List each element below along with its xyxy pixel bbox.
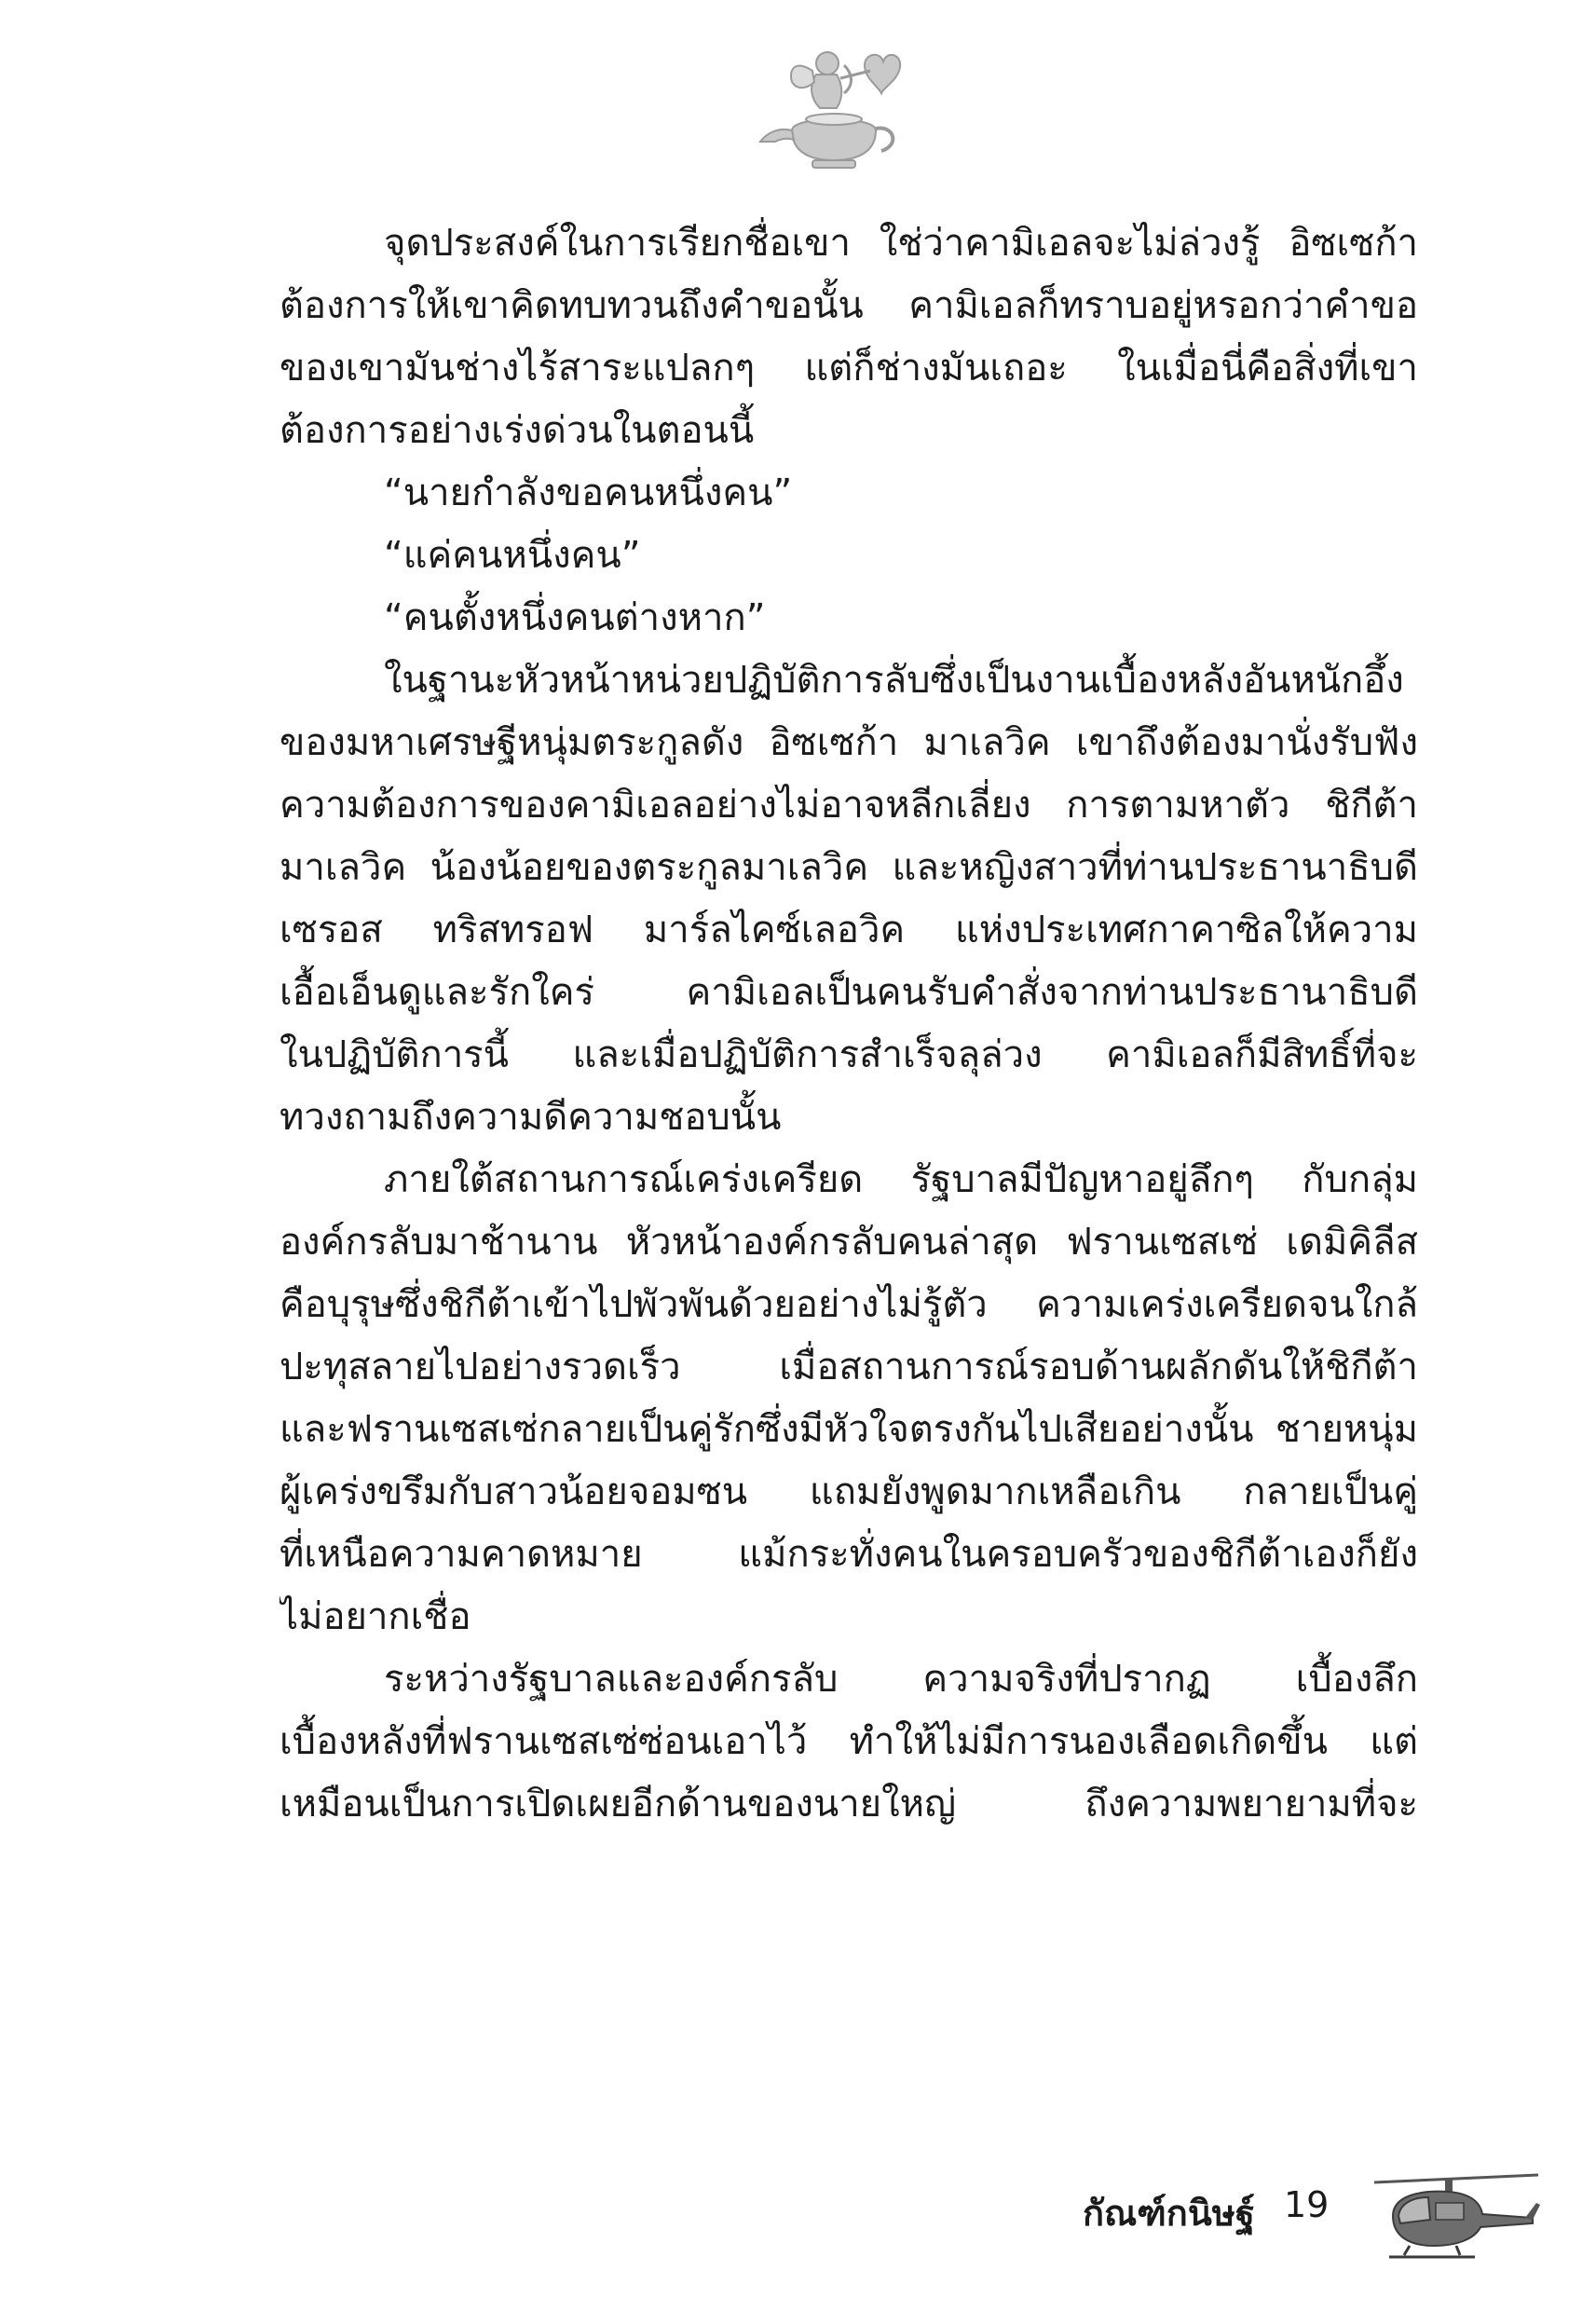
text-line: เบื้องหลังที่ฟรานเซสเซ่ซ่อนเอาไว้ ทำให้ไม่มีการนองเลือดเกิดขึ้น แต่	[280, 1720, 1418, 1763]
text-line: เซรอส ทริสทรอฟ มาร์ลไคซ์เลอวิค แห่งประเทศกาคาซิลให้ความ	[280, 909, 1418, 951]
text-line: และฟรานเซสเซ่กลายเป็นคู่รักซึ่งมีหัวใจตรงกันไปเสียอย่างนั้น ชายหนุ่ม	[280, 1408, 1418, 1451]
quote-line: “นายกำลังขอคนหนึ่งคน”	[384, 472, 793, 514]
body-text	[280, 212, 1418, 1836]
text-line: ระหว่างรัฐบาลและองค์กรลับ ความจริงที่ปรากฏ เบื้องลึก	[384, 1658, 1418, 1701]
text-line: องค์กรลับมาช้านาน หัวหน้าองค์กรลับคนล่าสุด ฟรานเซสเซ่ เดมิคิลีส	[280, 1221, 1418, 1264]
text-line: มาเลวิค น้องน้อยของตระกูลมาเลวิค และหญิงสาวที่ท่านประธานาธิบดี	[280, 846, 1418, 889]
page-footer	[0, 2162, 1596, 2311]
quote-line: “แค่คนหนึ่งคน”	[384, 534, 641, 577]
text-line: ไม่อยากเชื่อ	[280, 1595, 471, 1638]
cupid-teapot-icon	[755, 37, 913, 177]
text-line: ความต้องการของคามิเอลอย่างไม่อาจหลีกเลี่ยง การตามหาตัว ชิกีต้า	[280, 784, 1418, 827]
text-line: ในปฏิบัติการนี้ และเมื่อปฏิบัติการสำเร็จลุล่วง คามิเอลก็มีสิทธิ์ที่จะ	[280, 1033, 1418, 1076]
text-line: ผู้เคร่งขรึมกับสาวน้อยจอมซน แถมยังพูดมากเหลือเกิน กลายเป็นคู่	[280, 1470, 1418, 1513]
text-line: คือบุรุษซึ่งชิกีต้าเข้าไปพัวพันด้วยอย่างไม่รู้ตัว ความเคร่งเครียดจนใกล้	[280, 1283, 1418, 1326]
text-line: ในฐานะหัวหน้าหน่วยปฏิบัติการลับซึ่งเป็นงานเบื้องหลังอันหนักอึ้ง	[384, 659, 1404, 702]
text-line: ของมหาเศรษฐีหนุ่มตระกูลดัง อิซเซก้า มาเลวิค เขาถึงต้องมานั่งรับฟัง	[280, 721, 1418, 764]
text-line: เหมือนเป็นการเปิดเผยอีกด้านของนายใหญ่ ถึงความพยายามที่จะ	[280, 1783, 1418, 1826]
text-line: ปะทุสลายไปอย่างรวดเร็ว เมื่อสถานการณ์รอบด้านผลักดันให้ชิกีต้า	[280, 1346, 1418, 1388]
book-title: กัณฑ์กนิษฐ์	[1083, 2193, 1255, 2234]
text-line: ของเขามันช่างไร้สาระแปลกๆ แต่ก็ช่างมันเถอะ ในเมื่อนี่คือสิ่งที่เขา	[280, 347, 1418, 390]
helicopter-icon	[1356, 2162, 1542, 2264]
page-number: 19	[1284, 2184, 1330, 2225]
text-line: ทวงถามถึงความดีความชอบนั้น	[280, 1096, 782, 1139]
text-line: จุดประสงค์ในการเรียกชื่อเขา ใช่ว่าคามิเอลจะไม่ล่วงรู้ อิซเซก้า	[384, 222, 1418, 265]
quote-line: “คนตั้งหนึ่งคนต่างหาก”	[384, 596, 766, 639]
text-line: ภายใต้สถานการณ์เคร่งเครียด รัฐบาลมีปัญหาอยู่ลึกๆ กับกลุ่ม	[384, 1158, 1418, 1201]
text-line: ที่เหนือความคาดหมาย แม้กระทั่งคนในครอบครัวของชิกีต้าเองก็ยัง	[280, 1533, 1418, 1576]
text-line: ต้องการอย่างเร่งด่วนในตอนนี้	[280, 409, 755, 452]
text-line: ต้องการให้เขาคิดทบทวนถึงคำขอนั้น คามิเอลก็ทราบอยู่หรอกว่าคำขอ	[280, 284, 1418, 327]
text-line: เอื้อเอ็นดูและรักใคร่ คามิเอลเป็นคนรับคำสั่งจากท่านประธานาธิบดี	[280, 971, 1418, 1014]
